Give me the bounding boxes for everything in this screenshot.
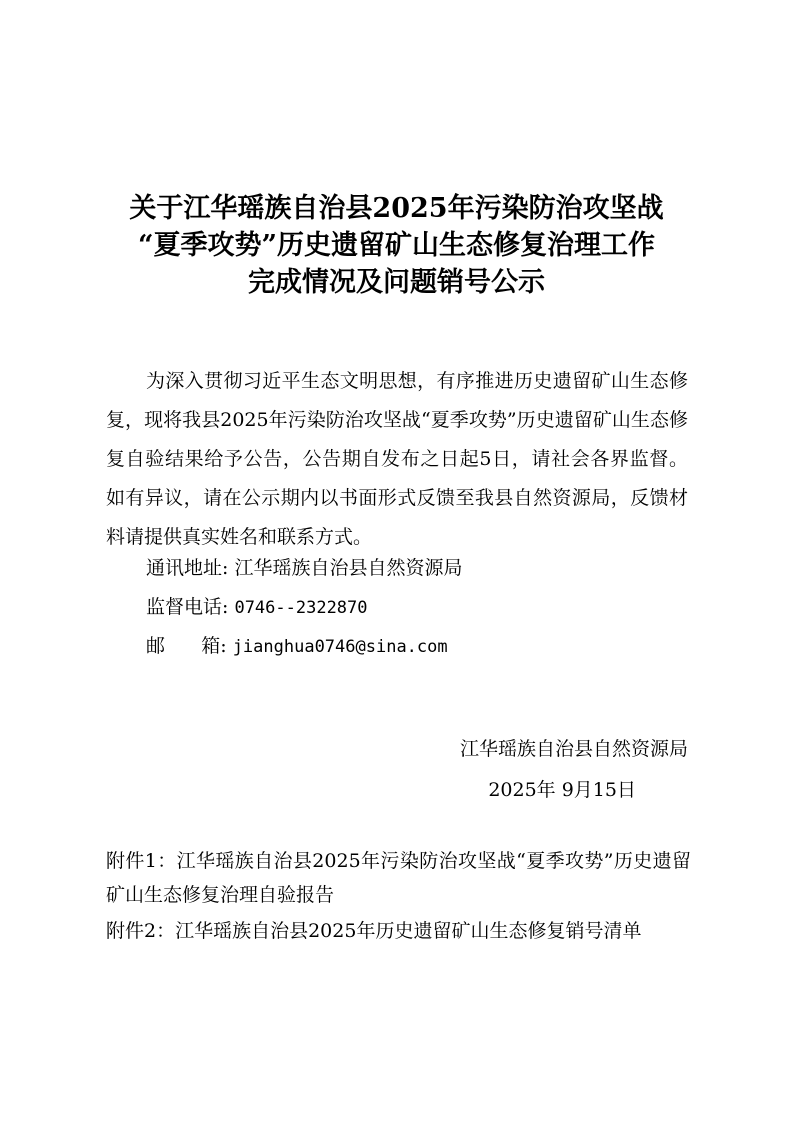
title-line-1: 关于江华瑶族自治县2025年污染防治攻坚战 [129, 193, 664, 224]
contact-email [146, 627, 448, 667]
address-value: 江华瑶族自治县自然资源局 [234, 557, 463, 579]
contact-phone [146, 588, 368, 628]
signature-organization: 江华瑶族自治县自然资源局 [459, 738, 688, 760]
attachment-2: 附件2：江华瑶族自治县2025年历史遗留矿山生态修复销号清单 [106, 920, 642, 942]
email-label: 邮 箱: [146, 635, 227, 657]
contact-address [146, 549, 462, 588]
body-paragraph: 为深入贯彻习近平生态文明思想，有序推进历史遗留矿山生态修复，现将我县2025年污染防治攻坚战“夏季攻势”历史遗留矿山生态修复自验结果给予公告，公告期自发布之日起5日，请社会各界监督。如有异议，请在公示期内以书面形式反馈至我县自然资源局，反馈材料请提供真实姓名和联系方式。 [106, 370, 688, 548]
phone-label: 监督电话: [146, 596, 229, 618]
signature-date: 2025年 9月15日 [488, 779, 636, 801]
title-line-2: “夏季攻势”历史遗留矿山生态修复治理工作 [137, 230, 656, 261]
document-title [90, 190, 703, 301]
address-label: 通讯地址: [146, 557, 229, 579]
title-line-3: 完成情况及问题销号公示 [248, 267, 545, 298]
attachment-1: 附件1：江华瑶族自治县2025年污染防治攻坚战“夏季攻势”历史遗留矿山生态修复治理自验报告 [106, 850, 691, 906]
phone-value: 0746--2322870 [234, 598, 368, 618]
email-value: jianghua0746@sina.com [232, 637, 448, 657]
